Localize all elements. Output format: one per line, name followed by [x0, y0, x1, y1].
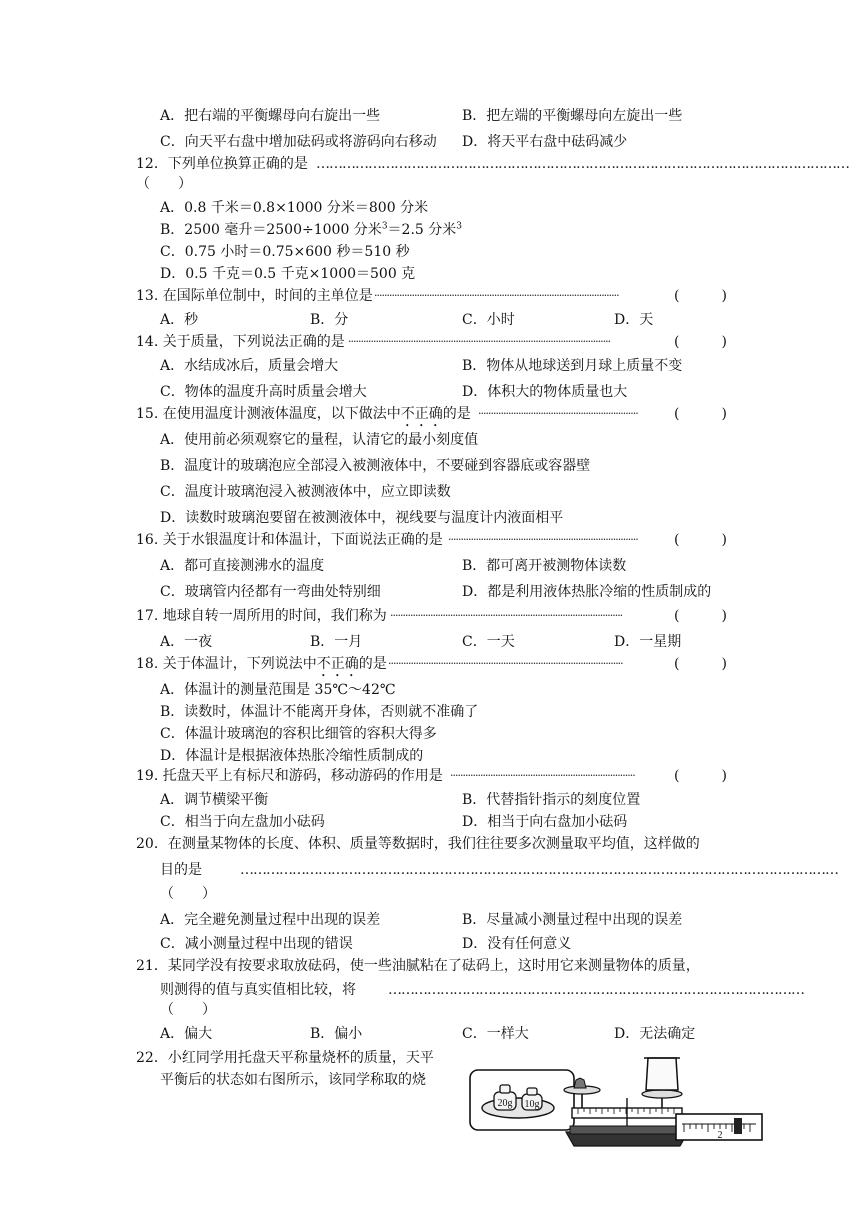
- q12-option-d: D．0.5 千克＝0.5 千克×1000＝500 克: [160, 266, 416, 282]
- q12-option-a: A．0.8 千米＝0.8×1000 分米＝800 分米: [160, 200, 429, 216]
- q17-answer-paren: ( ): [674, 608, 727, 624]
- q15-option-b: B．温度计的玻璃泡应全部浸入被测液体中，不要碰到容器底或容器壁: [160, 458, 591, 474]
- q16-answer-paren: ( ): [674, 532, 727, 548]
- q14-stem: 14. 关于质量，下列说法正确的是: [136, 334, 345, 350]
- q20-option-b: B．尽量减小测量过程中出现的误差: [462, 912, 683, 928]
- q13-option-d: D．天: [614, 312, 654, 328]
- q18-option-d: D．体温计是根据液体热胀冷缩性质制成的: [160, 748, 424, 764]
- q17-option-a: A．一夜: [160, 634, 213, 650]
- q13-option-c: C．小时: [462, 312, 515, 328]
- q11-option-d: D．将天平右盘中砝码减少: [462, 134, 628, 150]
- balance-right-pan: [642, 1090, 682, 1098]
- q18-option-a: A．体温计的测量范围是 35℃～42℃: [160, 682, 396, 698]
- q21-option-a: A．偏大: [160, 1026, 213, 1042]
- q20-option-a: A．完全避免测量过程中出现的误差: [160, 912, 381, 928]
- q12-leader-dots: ……………………………………………………………………………………………………………: [316, 156, 849, 172]
- q22-stem-line1: 22．小红同学用托盘天平称量烧杯的质量，天平: [136, 1050, 434, 1066]
- q18-answer-paren: ( ): [674, 656, 727, 672]
- q18-leader-dots: ······························································································: [388, 657, 623, 670]
- q19-answer-paren: ( ): [674, 768, 727, 784]
- q13-option-b: B．分: [310, 312, 349, 328]
- q14-option-b: B．物体从地球送到月球上质量不变: [462, 358, 683, 374]
- q19-option-d: D．相当于向右盘加小砝码: [462, 814, 628, 830]
- q17-option-d: D．一星期: [614, 634, 682, 650]
- q16-option-d: D．都是利用液体热胀冷缩的性质制成的: [462, 584, 712, 600]
- q11-option-c: C．向天平右盘中增加砝码或将游码向右移动: [160, 134, 437, 150]
- q21-option-c: C．一样大: [462, 1026, 529, 1042]
- q16-option-c: C．玻璃管内径都有一弯曲处特别细: [160, 584, 381, 600]
- q17-stem: 17. 地球自转一周所用的时间，我们称为: [136, 608, 387, 624]
- q14-leader-dots: ·········································································································: [348, 335, 611, 348]
- q15-answer-paren: ( ): [674, 406, 727, 422]
- q21-answer-paren: （ ）: [160, 1002, 216, 1018]
- q11-option-a: A．把右端的平衡螺母向右旋出一些: [160, 108, 381, 124]
- q21-leader-dots: ……………………………………………………………………………………: [388, 982, 804, 998]
- q15-stem: 15. 在使用温度计测液体温度，以下做法中不正确的是: [136, 406, 471, 422]
- q19-stem: 19. 托盘天平上有标尺和游码，移动游码的作用是: [136, 768, 443, 784]
- q20-stem-line2: 目的是: [160, 862, 202, 878]
- q14-answer-paren: ( ): [674, 334, 727, 350]
- weight-10g-label: 10g: [524, 1099, 540, 1110]
- q20-answer-paren: （ ）: [160, 886, 216, 902]
- q18-stem: 18. 关于体温计，下列说法中不正确的是: [136, 656, 387, 672]
- q16-option-b: B．都可离开被测物体读数: [462, 558, 627, 574]
- q17-leader-dots: ·····························································································: [390, 609, 623, 622]
- weight-20g-label: 20g: [497, 1098, 513, 1109]
- q22-stem-line2: 平衡后的状态如右图所示，该同学称取的烧: [160, 1072, 426, 1088]
- q18-option-c: C．体温计玻璃泡的容积比细管的容积大得多: [160, 726, 437, 742]
- q20-stem-line1: 20．在测量某物体的长度、体积、质量等数据时，我们往往要多次测量取平均值，这样做的: [136, 836, 700, 852]
- rider-scale-mark: 2: [717, 1130, 723, 1141]
- q14-option-a: A．水结成冰后，质量会增大: [160, 358, 339, 374]
- q18-option-b: B．读数时，体温计不能离开身体，否则就不准确了: [160, 704, 479, 720]
- q16-option-a: A．都可直接测沸水的温度: [160, 558, 325, 574]
- q19-option-b: B．代替指针指示的刻度位置: [462, 792, 641, 808]
- q12-answer-paren: （ ）: [136, 176, 192, 192]
- rider: [734, 1118, 742, 1134]
- q19-option-a: A．调节横梁平衡: [160, 792, 269, 808]
- q16-leader-dots: ············································································: [448, 533, 638, 546]
- q12-stem: 12．下列单位换算正确的是: [136, 156, 308, 172]
- q15-leader-dots: ································································: [478, 407, 638, 420]
- balance-figure: [466, 1050, 766, 1150]
- q20-leader-dots: …………………………………………………………………………………………………………………………: [240, 862, 838, 878]
- q11-option-b: B．把左端的平衡螺母向左旋出一些: [462, 108, 683, 124]
- q13-answer-paren: ( ): [674, 288, 727, 304]
- q19-leader-dots: ··········································································: [450, 769, 635, 782]
- q14-option-d: D．体积大的物体质量也大: [462, 384, 628, 400]
- q17-option-b: B．一月: [310, 634, 363, 650]
- q12-option-c: C．0.75 小时＝0.75×600 秒＝510 秒: [160, 244, 410, 260]
- q21-stem-line1: 21．某同学没有按要求取放砝码，使一些油腻粘在了砝码上，这时用它来测量物体的质量，: [136, 958, 700, 974]
- q13-option-a: A．秒: [160, 312, 199, 328]
- q21-option-d: D．无法确定: [614, 1026, 696, 1042]
- q13-stem: 13. 在国际单位制中，时间的主单位是: [136, 288, 373, 304]
- q20-option-d: D．没有任何意义: [462, 936, 572, 952]
- beaker: [646, 1058, 678, 1090]
- left-pan: [482, 1098, 554, 1118]
- q15-option-c: C．温度计玻璃泡浸入被测液体中，应立即读数: [160, 484, 451, 500]
- q17-option-c: C．一天: [462, 634, 515, 650]
- q20-option-c: C．减小测量过程中出现的错误: [160, 936, 353, 952]
- q15-option-a: A．使用前必须观察它的量程，认清它的最小刻度值: [160, 432, 479, 448]
- q21-stem-line2: 则测得的值与真实值相比较，将: [160, 982, 356, 998]
- q15-option-d: D．读数时玻璃泡要留在被测液体中，视线要与温度计内液面相平: [160, 510, 564, 526]
- q19-option-c: C．相当于向左盘加小砝码: [160, 814, 325, 830]
- q12-option-b: B．2500 毫升＝2500÷1000 分米$^3$＝2.5 分米$^3$: [160, 221, 462, 238]
- q21-option-b: B．偏小: [310, 1026, 363, 1042]
- q13-leader-dots: ··································································································: [374, 289, 619, 302]
- q14-option-c: C．物体的温度升高时质量会增大: [160, 384, 367, 400]
- q16-stem: 16. 关于水银温度计和体温计，下面说法正确的是: [136, 532, 443, 548]
- balance-illustration: [466, 1050, 766, 1150]
